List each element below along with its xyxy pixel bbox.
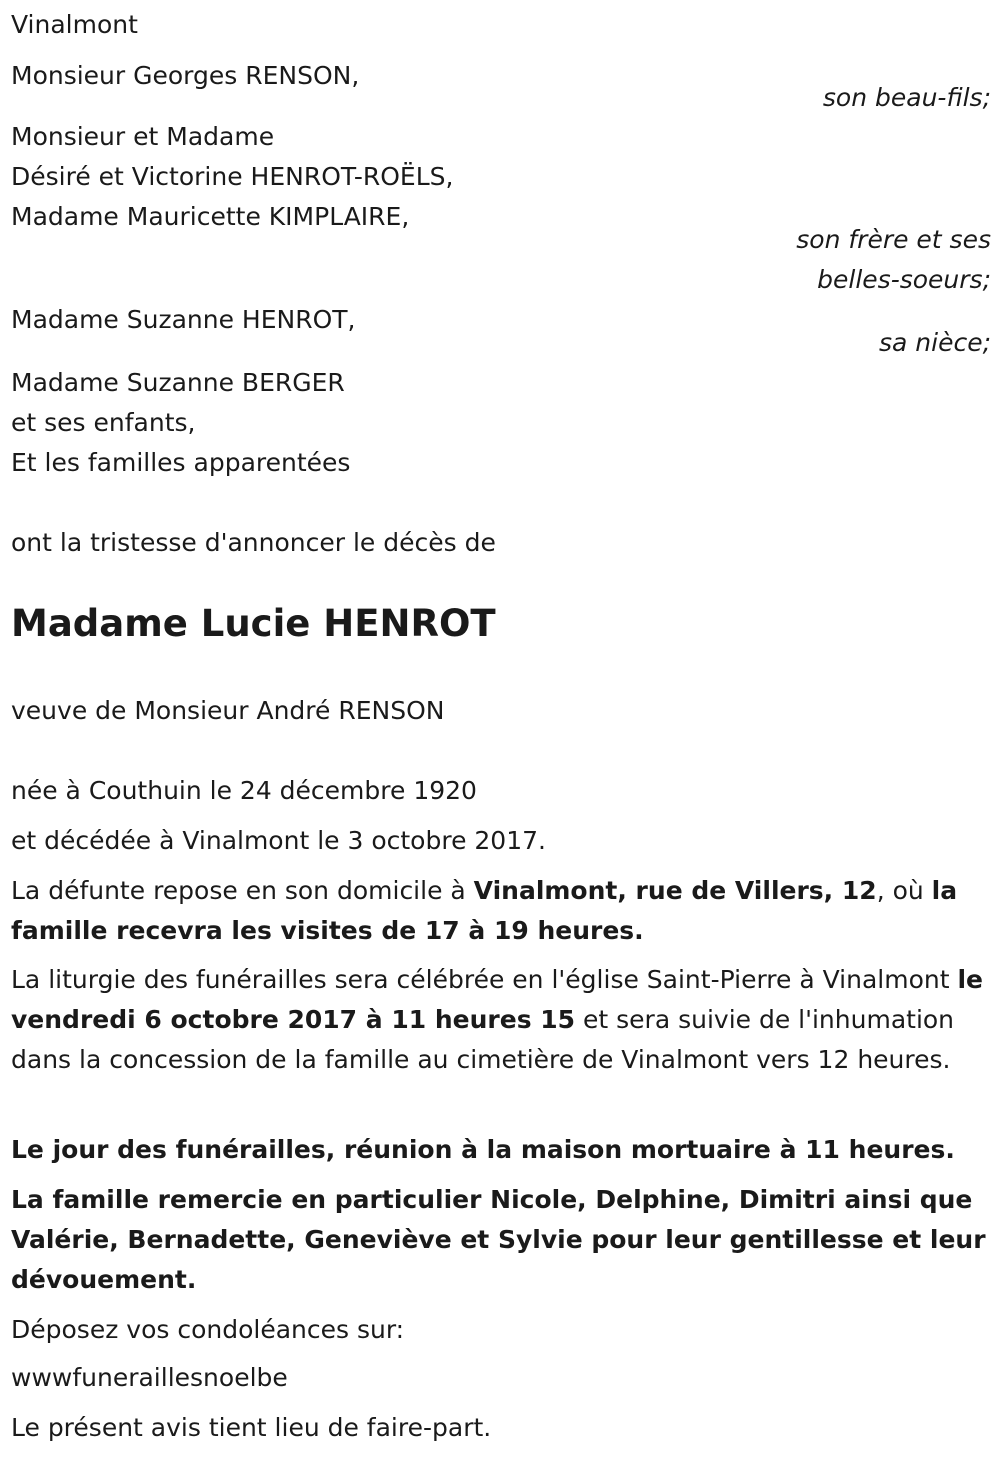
family-relation: belles-soeurs; (817, 265, 991, 294)
meeting-text: Le jour des funérailles, réunion à la maison mortuaire à 11 heures. (11, 1135, 955, 1164)
family-relation: sa nièce; (878, 328, 991, 357)
death-text: et décédée à Vinalmont le 3 octobre 2017. (11, 826, 546, 855)
family-member: et ses enfants, (11, 408, 196, 437)
family-relation: son frère et ses (796, 225, 991, 254)
family-member: Et les familles apparentées (11, 448, 351, 477)
notice-text: Le présent avis tient lieu de faire-part. (11, 1413, 492, 1442)
family-member: Madame Mauricette KIMPLAIRE, (11, 202, 410, 231)
birth-text: née à Couthuin le 24 décembre 1920 (11, 776, 477, 805)
liturgy-text: La liturgie des funérailles sera célébrée en l'église Saint-Pierre à Vinalmont (11, 965, 958, 994)
liturgy-text: et sera suivie de l'inhumation dans la concession de la famille au cimetière de Vinalmont vers 12 heures. (11, 1005, 955, 1074)
visit-hours: la famille recevra les visites de 17 à 19 heures. (11, 876, 958, 945)
family-relation: son beau-fils; (822, 83, 991, 112)
condolences-label: Déposez vos condoléances sur: (11, 1315, 405, 1344)
repose-text: , où (876, 876, 932, 905)
repose-paragraph (11, 871, 986, 951)
place-heading: Vinalmont (11, 10, 138, 39)
liturgy-date: le vendredi 6 octobre 2017 à 11 heures 15 (11, 965, 983, 1034)
widow-text: veuve de Monsieur André RENSON (11, 696, 445, 725)
deceased-name: Madame Lucie HENROT (11, 602, 496, 645)
announcement-text: ont la tristesse d'annoncer le décès de (11, 528, 496, 557)
family-member: Madame Suzanne BERGER (11, 368, 345, 397)
family-member: Madame Suzanne HENROT, (11, 305, 356, 334)
family-member: Monsieur Georges RENSON, (11, 61, 360, 90)
liturgy-paragraph (11, 960, 986, 1080)
family-member: Monsieur et Madame (11, 122, 275, 151)
family-member: Désiré et Victorine HENROT-ROËLS, (11, 162, 454, 191)
thanks-text: La famille remercie en particulier Nicole, Delphine, Dimitri ainsi que Valérie, Bernadette, Geneviève et Sylvie pour leur gentillesse et leur dévouement. (11, 1185, 986, 1294)
website-link[interactable]: wwwfuneraillesnoelbe (11, 1363, 288, 1392)
repose-address: Vinalmont, rue de Villers, 12 (473, 876, 877, 905)
repose-text: La défunte repose en son domicile à (11, 876, 474, 905)
